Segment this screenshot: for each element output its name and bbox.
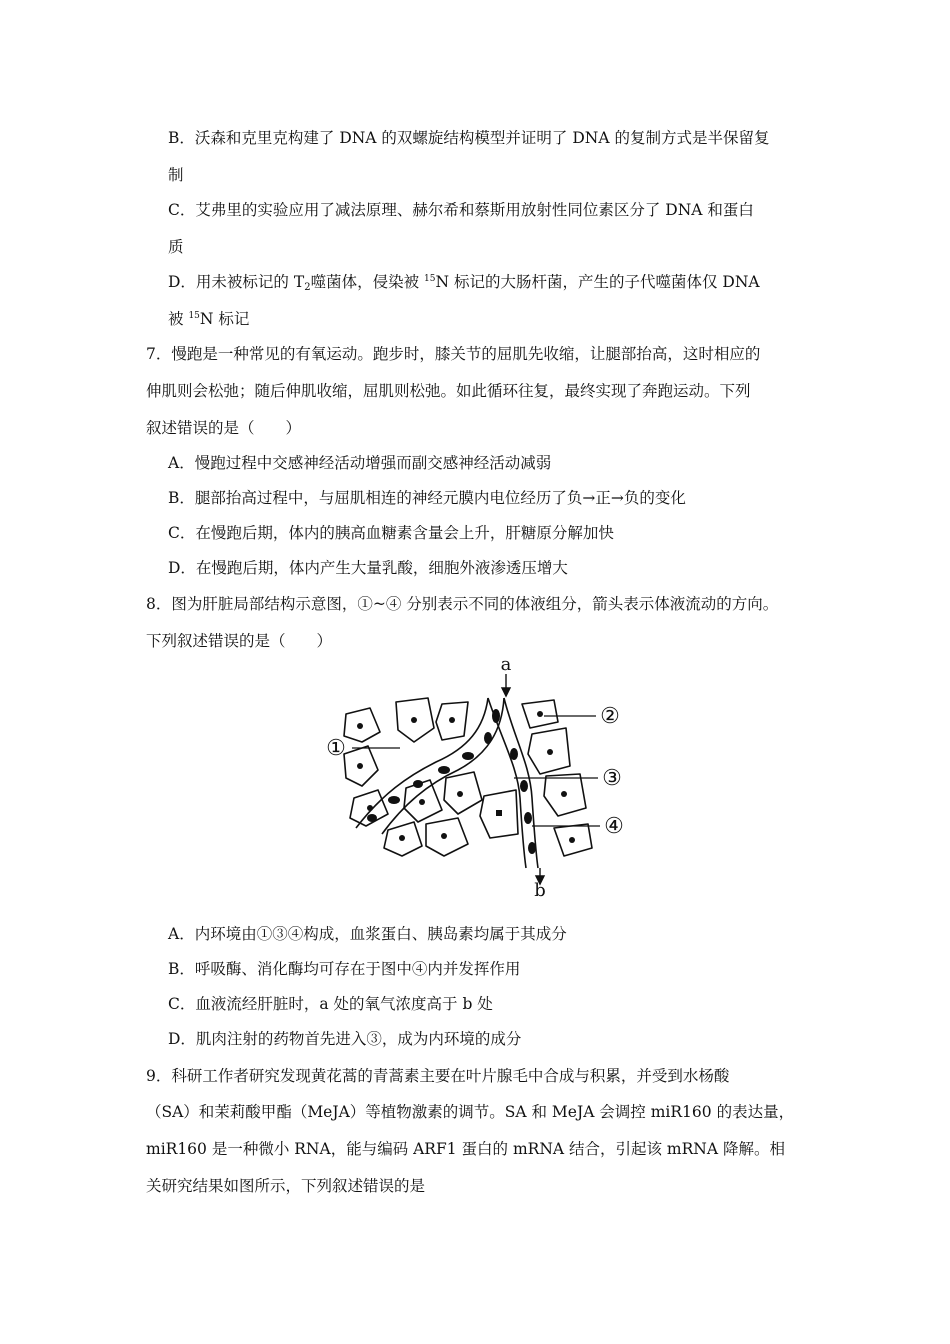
q9-stem-line2: （SA）和茉莉酸甲酯（MeJA）等植物激素的调节。SA 和 MeJA 会调控 miR160 的表达量， <box>146 1103 795 1121</box>
blood-cell <box>484 732 492 744</box>
nucleus <box>457 791 463 797</box>
nucleus <box>569 837 575 843</box>
q9-stem-line4: 关研究结果如图所示，下列叙述错误的是 <box>146 1177 426 1195</box>
label-b: b <box>534 880 546 898</box>
q6-option-d-line1 <box>168 272 760 292</box>
q7-stem-line2: 伸肌则会松弛；随后伸肌收缩，屈肌则松弛。如此循环往复，最终实现了奔跑运动。下列 <box>146 382 751 400</box>
nucleus <box>449 717 455 723</box>
q6-d2-text-b: N 标记 <box>199 310 250 328</box>
label-1: ① <box>326 736 346 761</box>
blood-cell <box>367 814 377 822</box>
q6-d-superscript: 15 <box>424 274 436 284</box>
nucleus <box>419 799 425 805</box>
q6-d-text-a: D．用未被标记的 T <box>168 273 305 291</box>
vessel-wall-left-inner <box>382 698 504 834</box>
q8-option-a: A．内环境由①③④构成，血浆蛋白、胰岛素均属于其成分 <box>168 925 567 943</box>
nucleus <box>357 723 363 729</box>
q6-d2-superscript: 15 <box>188 311 200 321</box>
q6-option-d-line2 <box>168 309 249 329</box>
q6-option-c-line1: C．艾弗里的实验应用了减法原理、赫尔希和蔡斯用放射性同位素区分了 DNA 和蛋白 <box>168 201 754 219</box>
nucleus <box>357 763 363 769</box>
liver-diagram-svg <box>318 658 628 898</box>
q8-option-b: B．呼吸酶、消化酶均可存在于图中④内并发挥作用 <box>168 960 521 978</box>
blood-cell <box>524 812 532 824</box>
label-a: a <box>500 658 512 675</box>
blood-cell <box>462 752 474 760</box>
cell <box>444 772 482 814</box>
q7-stem-line1: 7．慢跑是一种常见的有氧运动。跑步时，膝关节的屈肌先收缩，让腿部抬高，这时相应的 <box>146 345 761 363</box>
q8-option-c: C．血液流经肝脏时，a 处的氧气浓度高于 b 处 <box>168 995 493 1013</box>
q7-option-b: B．腿部抬高过程中，与屈肌相连的神经元膜内电位经历了负→正→负的变化 <box>168 489 686 507</box>
nucleus <box>441 833 447 839</box>
q8-stem-line1: 8．图为肝脏局部结构示意图，①~④ 分别表示不同的体液组分，箭头表示体液流动的方向。 <box>146 595 779 613</box>
q6-d2-text-a: 被 <box>168 310 189 328</box>
nucleus <box>537 711 543 717</box>
q6-option-c-line2: 质 <box>168 238 184 256</box>
blood-cell <box>438 766 450 774</box>
blood-cell <box>413 780 423 788</box>
q7-option-d: D．在慢跑后期，体内产生大量乳酸，细胞外液渗透压增大 <box>168 559 568 577</box>
nucleus <box>411 717 417 723</box>
q7-option-c: C．在慢跑后期，体内的胰高血糖素含量会上升，肝糖原分解加快 <box>168 524 614 542</box>
nucleus <box>496 810 502 816</box>
arrow-in-head <box>502 688 510 696</box>
liver-structure-figure <box>318 658 628 898</box>
q7-stem-line3: 叙述错误的是（ ） <box>146 419 302 437</box>
q7-option-a: A．慢跑过程中交感神经活动增强而副交感神经活动减弱 <box>168 454 552 472</box>
nucleus <box>367 805 373 811</box>
q9-stem-line3: miR160 是一种微小 RNA，能与编码 ARF1 蛋白的 mRNA 结合，引起该 mRNA 降解。相 <box>146 1140 785 1158</box>
q9-stem-line1: 9．科研工作者研究发现黄花蒿的青蒿素主要在叶片腺毛中合成与积累，并受到水杨酸 <box>146 1067 730 1085</box>
label-4: ④ <box>604 814 624 839</box>
label-3: ③ <box>602 766 622 791</box>
blood-cell <box>528 842 536 854</box>
label-2: ② <box>600 704 620 729</box>
cell <box>426 818 468 856</box>
blood-cell <box>520 780 528 792</box>
q6-d-subscript: 2 <box>304 282 311 293</box>
nucleus <box>399 835 405 841</box>
nucleus <box>561 791 567 797</box>
nucleus <box>547 749 553 755</box>
q6-d-text-b: 噬菌体，侵染被 <box>310 273 425 291</box>
blood-cell <box>492 709 500 723</box>
q8-option-d: D．肌肉注射的药物首先进入③，成为内环境的成分 <box>168 1030 522 1048</box>
blood-cell <box>510 748 518 760</box>
q6-option-b-line2: 制 <box>168 166 184 184</box>
blood-cell <box>388 796 400 804</box>
vessel-wall-right-inner <box>488 698 526 868</box>
q6-option-b-line1: B．沃森和克里克构建了 DNA 的双螺旋结构模型并证明了 DNA 的复制方式是半保留复 <box>168 129 770 147</box>
q6-d-text-c: N 标记的大肠杆菌，产生的子代噬菌体仅 DNA <box>435 273 760 291</box>
q8-stem-line2: 下列叙述错误的是（ ） <box>146 632 333 650</box>
